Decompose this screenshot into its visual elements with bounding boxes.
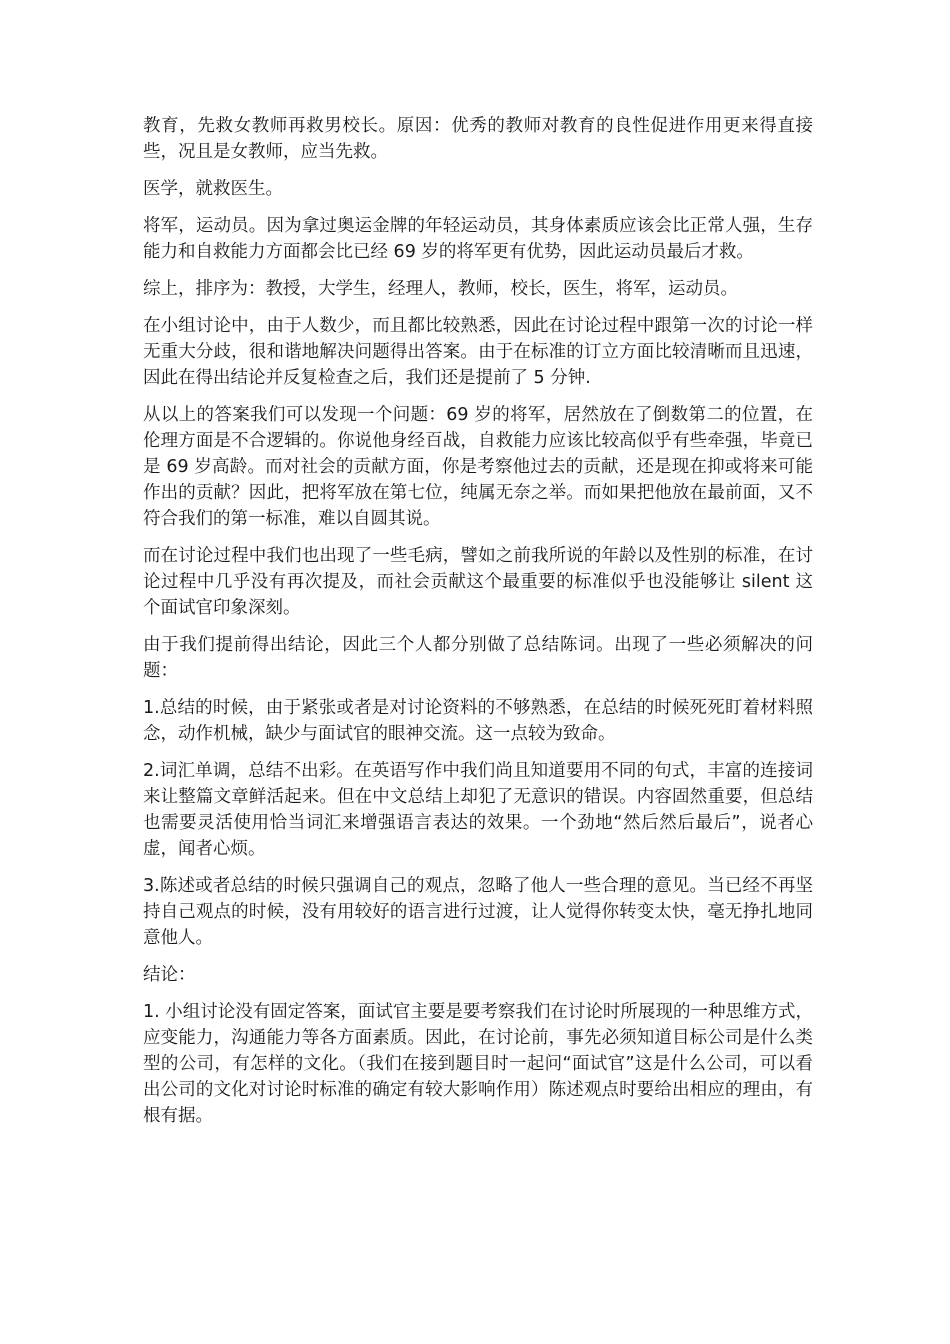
paragraph-group-discussion: 在小组讨论中，由于人数少，而且都比较熟悉，因此在讨论过程中跟第一次的讨论一样无重大分歧，很和谐地解决问题得出答案。由于在标准的订立方面比较清晰而且迅速，因此在得出结论并反复检查之后，我们还是提前了 5 分钟. <box>143 316 813 388</box>
paragraph-general-athlete: 将军，运动员。因为拿过奥运金牌的年轻运动员，其身体素质应该会比正常人强，生存能力和自救能力方面都会比已经 69 岁的将军更有优势，因此运动员最后才救。 <box>143 216 813 262</box>
paragraph-conclusion-heading: 结论： <box>143 965 196 985</box>
paragraph-discussion-flaws: 而在讨论过程中我们也出现了一些毛病，譬如之前我所说的年龄以及性别的标准，在讨论过程中几乎没有再次提及，而社会贡献这个最重要的标准似乎也没能够让 silent 这个面试官印象深刻。 <box>143 546 813 618</box>
paragraph-issue-2: 2.词汇单调，总结不出彩。在英语写作中我们尚且知道要用不同的句式，丰富的连接词来让整篇文章鲜活起来。但在中文总结上却犯了无意识的错误。内容固然重要，但总结也需要灵活使用恰当词汇来增强语言表达的效果。一个劲地“然后然后最后”，说者心虚，闻者心烦。 <box>143 761 813 859</box>
document-page <box>143 113 813 1140</box>
paragraph-closing-statements: 由于我们提前得出结论，因此三个人都分别做了总结陈词。出现了一些必须解决的问题： <box>143 635 813 681</box>
paragraph-ranking-summary: 综上，排序为：教授，大学生，经理人，教师，校长，医生，将军，运动员。 <box>143 279 738 299</box>
paragraph-issue-1: 1.总结的时候，由于紧张或者是对讨论资料的不够熟悉，在总结的时候死死盯着材料照念，动作机械，缺少与面试官的眼神交流。这一点较为致命。 <box>143 698 813 744</box>
paragraph-education: 教育，先救女教师再救男校长。原因：优秀的教师对教育的良性促进作用更来得直接些，况且是女教师，应当先救。 <box>143 116 813 162</box>
paragraph-issue-3: 3.陈述或者总结的时候只强调自己的观点，忽略了他人一些合理的意见。当已经不再坚持自己观点的时候，没有用较好的语言进行过渡，让人觉得你转变太快，毫无挣扎地同意他人。 <box>143 876 813 948</box>
paragraph-problem-analysis: 从以上的答案我们可以发现一个问题：69 岁的将军，居然放在了倒数第二的位置，在伦理方面是不合逻辑的。你说他身经百战，自救能力应该比较高似乎有些牵强，毕竟已是 69 岁高龄。而对社会的贡献方面，你是考察他过去的贡献，还是现在抑或将来可能作出的贡献？因此，把将军放在第七位，纯属无奈之举。而如果把他放在最前面，又不符合我们的第一标准，难以自圆其说。 <box>143 405 813 529</box>
paragraph-medicine: 医学，就救医生。 <box>143 179 283 199</box>
paragraph-conclusion-1: 1. 小组讨论没有固定答案，面试官主要是要考察我们在讨论时所展现的一种思维方式，应变能力，沟通能力等各方面素质。因此，在讨论前，事先必须知道目标公司是什么类型的公司，有怎样的文化。（我们在接到题目时一起问“面试官”这是什么公司，可以看出公司的文化对讨论时标准的确定有较大影响作用）陈述观点时要给出相应的理由，有根有据。 <box>143 1002 813 1126</box>
